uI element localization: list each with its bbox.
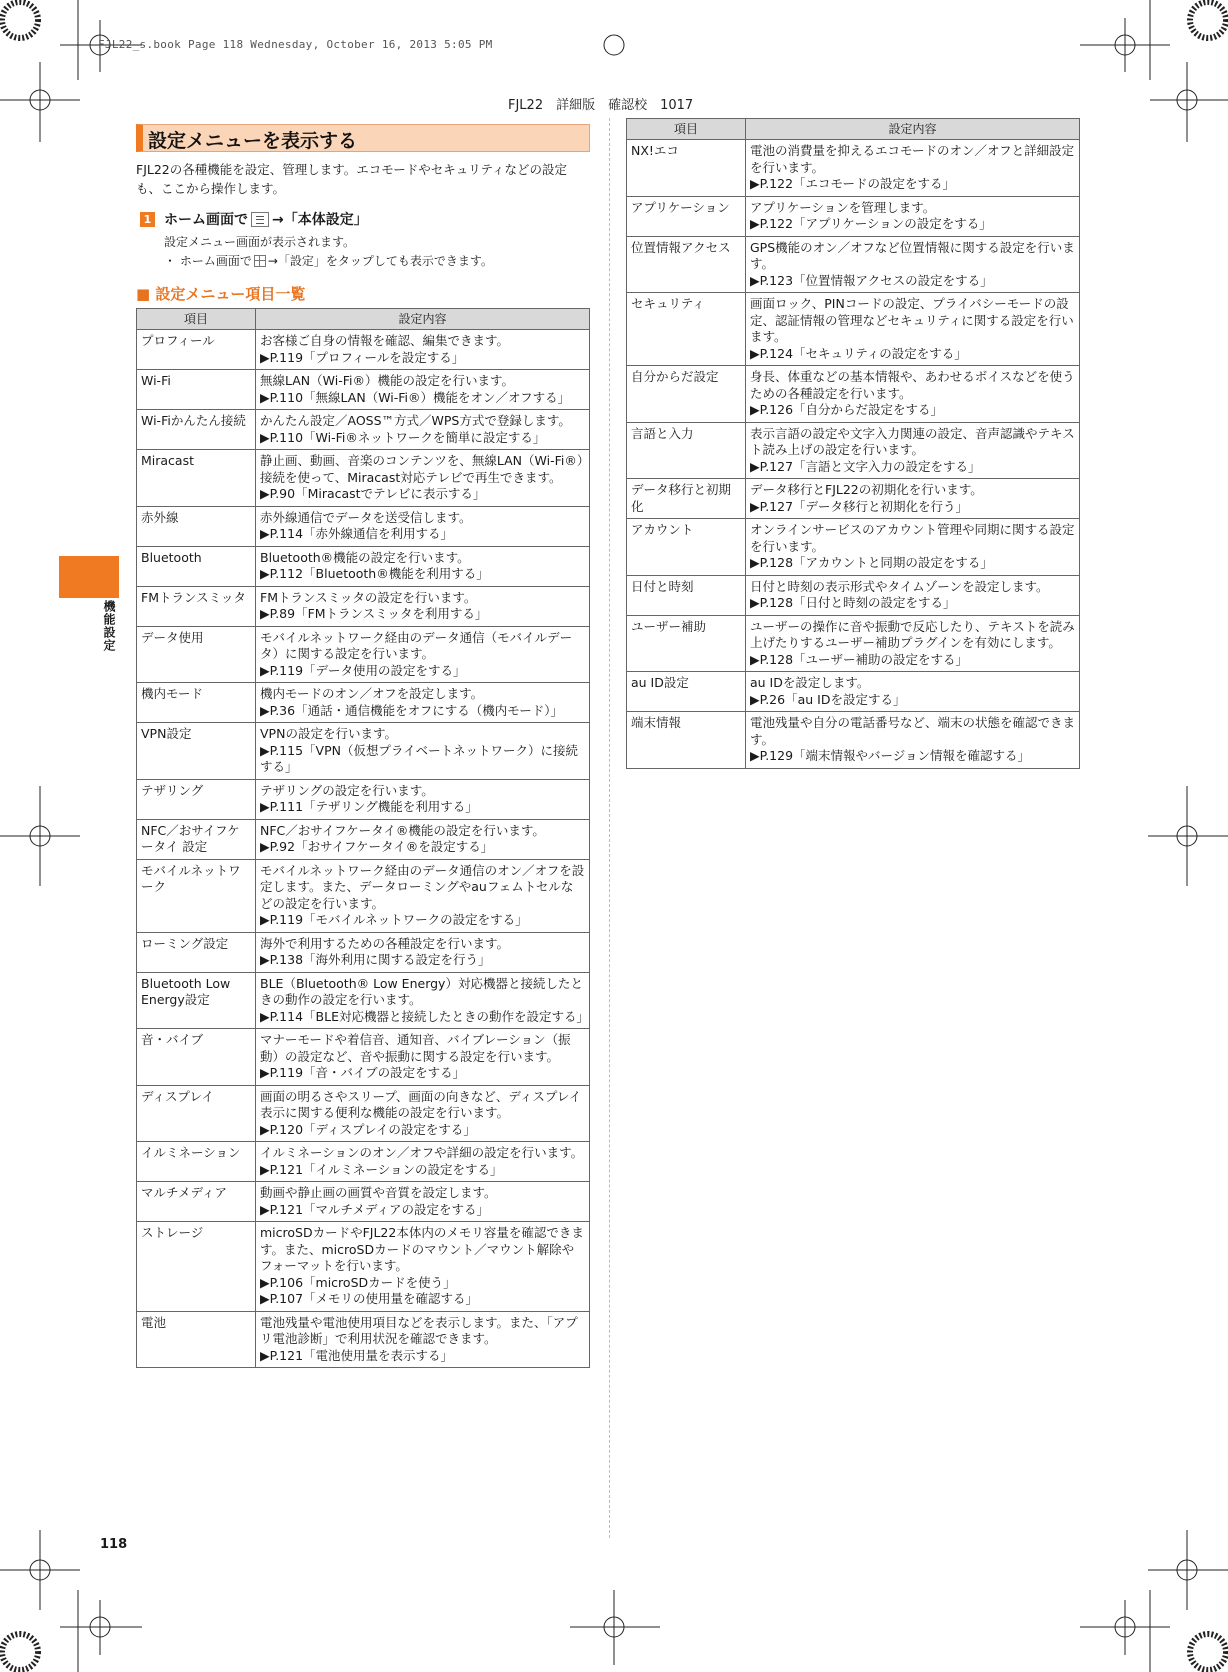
header-content: 設定内容 [746, 119, 1080, 140]
row-content [746, 366, 1080, 423]
row-item: データ使用 [137, 626, 256, 683]
row-page-reference: ▶P.126「自分からだ設定をする」 [750, 402, 944, 417]
row-item: 自分からだ設定 [627, 366, 746, 423]
row-item: 電池 [137, 1311, 256, 1368]
row-description: 日付と時刻の表示形式やタイムゾーンを設定します。 [750, 578, 1049, 594]
side-tab-marker [59, 556, 119, 598]
row-page-reference: ▶P.119「音・バイブの設定をする」 [260, 1065, 466, 1080]
row-item: NFC／おサイフケータイ 設定 [137, 819, 256, 859]
row-item: Bluetooth [137, 546, 256, 586]
row-content [256, 586, 590, 626]
row-item: VPN設定 [137, 723, 256, 780]
table-row [137, 723, 590, 780]
step-title-prefix: ホーム画面で [164, 212, 248, 228]
step-title-suffix: →「本体設定」 [272, 212, 368, 228]
row-page-reference: ▶P.122「アプリケーションの設定をする」 [750, 216, 992, 231]
row-description: 機内モードのオン／オフを設定します。 [260, 686, 484, 701]
row-page-reference: ▶P.111「テザリング機能を利用する」 [260, 799, 478, 814]
row-page-reference: ▶P.121「イルミネーションの設定をする」 [260, 1161, 503, 1177]
row-item: モバイルネットワーク [137, 859, 256, 932]
row-item: 言語と入力 [627, 422, 746, 479]
row-description: au IDを設定します。 [750, 675, 870, 690]
row-description: モバイルネットワーク経由のデータ通信（モバイルデータ）に関する設定を行います。 [260, 629, 573, 661]
column-divider [609, 118, 610, 1538]
row-page-reference: ▶P.122「エコモードの設定をする」 [750, 176, 956, 191]
row-content [256, 450, 590, 507]
intro-text: FJL22の各種機能を設定、管理します。エコモードやセキュリティなどの設定も、ここから操作します。 [136, 162, 567, 196]
page-number: 118 [100, 1537, 128, 1552]
row-page-reference: ▶P.90「Miracastでテレビに表示する」 [260, 486, 486, 501]
table-row [137, 410, 590, 450]
row-item: Wi-Fiかんたん接続 [137, 410, 256, 450]
header-item: 項目 [137, 309, 256, 330]
row-content [746, 140, 1080, 197]
row-page-reference: ▶P.106「microSDカードを使う」 [260, 1274, 456, 1290]
row-item: ディスプレイ [137, 1085, 256, 1142]
row-content [256, 683, 590, 723]
row-content [256, 1222, 590, 1312]
row-description: データ移行とFJL22の初期化を行います。 [750, 482, 983, 497]
side-tab-label: 機能設定 [102, 600, 116, 652]
table-row [627, 140, 1080, 197]
row-content [746, 196, 1080, 236]
table-row [137, 450, 590, 507]
table-row [137, 1085, 590, 1142]
row-page-reference: ▶P.114「赤外線通信を利用する」 [260, 526, 454, 541]
row-item: イルミネーション [137, 1142, 256, 1182]
table-row [627, 479, 1080, 519]
row-page-reference: ▶P.123「位置情報アクセスの設定をする」 [750, 272, 993, 288]
row-page-reference: ▶P.128「アカウントと同期の設定をする」 [750, 555, 993, 570]
table-row [137, 586, 590, 626]
table-row [137, 626, 590, 683]
row-description: 表示言語の設定や文字入力関連の設定、音声認識やテキスト読み上げの設定を行います。 [750, 425, 1075, 457]
row-content [256, 723, 590, 780]
row-content [256, 330, 590, 370]
subsection-title: ■ 設定メニュー項目一覧 [136, 285, 306, 303]
table-header-row [627, 119, 1080, 140]
row-item: 端末情報 [627, 712, 746, 769]
row-description: かんたん設定／AOSS™方式／WPS方式で登録します。 [260, 413, 571, 428]
table-row [627, 575, 1080, 615]
row-page-reference: ▶P.119「プロフィールを設定する」 [260, 349, 465, 365]
row-page-reference: ▶P.121「マルチメディアの設定をする」 [260, 1201, 490, 1217]
row-page-reference: ▶P.114「BLE対応機器と接続したときの動作を設定する」 [260, 1008, 589, 1024]
row-description: 赤外線通信でデータを送受信します。 [260, 509, 472, 525]
row-description: BLE（Bluetooth® Low Energy）対応機器と接続したときの動作の設定を行います。 [260, 975, 583, 1007]
row-description: 無線LAN（Wi-Fi®）機能の設定を行います。 [260, 373, 514, 388]
row-item: ストレージ [137, 1222, 256, 1312]
settings-table-left [136, 308, 590, 1368]
row-content [746, 712, 1080, 769]
row-page-reference: ▶P.120「ディスプレイの設定をする」 [260, 1121, 476, 1137]
row-item: セキュリティ [627, 293, 746, 366]
row-page-reference: ▶P.127「言語と文字入力の設定をする」 [750, 458, 981, 474]
row-page-reference: ▶P.26「au IDを設定する」 [750, 691, 906, 707]
table-row [137, 1311, 590, 1368]
row-description: イルミネーションのオン／オフや詳細の設定を行います。 [260, 1145, 584, 1160]
table-row [627, 293, 1080, 366]
row-description: ユーザーの操作に音や振動で反応したり、テキストを読み上げたりするユーザー補助プラグインを有効にします。 [750, 618, 1075, 650]
row-item: Wi-Fi [137, 370, 256, 410]
row-item: 音・バイブ [137, 1029, 256, 1086]
confirm-label: FJL22 詳細版 確認校 1017 [508, 98, 694, 113]
row-item: マルチメディア [137, 1182, 256, 1222]
row-page-reference: ▶P.36「通話・通信機能をオフにする（機内モード）」 [260, 702, 563, 718]
table-row [137, 506, 590, 546]
row-description: オンラインサービスのアカウント管理や同期に関する設定を行います。 [750, 522, 1075, 554]
row-content [256, 1085, 590, 1142]
table-header-row [137, 309, 590, 330]
table-row [137, 859, 590, 932]
settings-table-right [626, 118, 1080, 769]
row-page-reference: ▶P.129「端末情報やバージョン情報を確認する」 [750, 748, 1031, 763]
row-content [256, 410, 590, 450]
row-page-reference: ▶P.138「海外利用に関する設定を行う」 [260, 952, 491, 967]
row-page-reference: ▶P.127「データ移行と初期化を行う」 [750, 498, 969, 514]
table-row [137, 1222, 590, 1312]
row-page-reference: ▶P.92「おサイフケータイ®を設定する」 [260, 839, 494, 854]
row-description: 電池残量や電池使用項目などを表示します。また、「アプリ電池診断」で利用状況を確認できます。 [260, 1314, 578, 1346]
row-description: NFC／おサイフケータイ®機能の設定を行います。 [260, 822, 545, 838]
row-page-reference: ▶P.121「電池使用量を表示する」 [260, 1347, 454, 1363]
row-content [746, 479, 1080, 519]
row-page-reference: ▶P.112「Bluetooth®機能を利用する」 [260, 566, 489, 581]
table-row [627, 422, 1080, 479]
row-item: Bluetooth Low Energy設定 [137, 972, 256, 1029]
step-description: 設定メニュー画面が表示されます。 [164, 235, 356, 249]
row-item: プロフィール [137, 330, 256, 370]
table-row [137, 972, 590, 1029]
row-description: GPS機能のオン／オフなど位置情報に関する設定を行います。 [750, 239, 1075, 271]
row-content [256, 506, 590, 546]
row-page-reference: ▶P.110「Wi-Fi®ネットワークを簡単に設定する」 [260, 429, 546, 445]
row-item: 日付と時刻 [627, 575, 746, 615]
row-description: 画面の明るさやスリープ、画面の向きなど、ディスプレイ表示に関する便利な機能の設定を行います。 [260, 1088, 582, 1120]
step-note-prefix: ・ ホーム画面で [164, 254, 252, 268]
row-item: au ID設定 [627, 672, 746, 712]
row-content [746, 422, 1080, 479]
row-content [256, 1029, 590, 1086]
row-page-reference: ▶P.115「VPN（仮想プライベートネットワーク）に接続する」 [260, 742, 578, 774]
row-description: 電池の消費量を抑えるエコモードのオン／オフと詳細設定を行います。 [750, 143, 1075, 175]
menu-key-icon [251, 212, 269, 227]
row-description: 画面ロック、PINコードの設定、プライバシーモードの設定、認証情報の管理などセキュリティに関する設定を行います。 [750, 296, 1074, 344]
row-content [256, 779, 590, 819]
row-content [256, 1311, 590, 1368]
row-description: 身長、体重などの基本情報や、あわせるボイスなどを使うための各種設定を行います。 [750, 369, 1075, 401]
row-description: Bluetooth®機能の設定を行います。 [260, 549, 470, 565]
row-content [256, 546, 590, 586]
row-description: アプリケーションを管理します。 [750, 199, 936, 215]
row-description: マナーモードや着信音、通知音、バイブレーション（振動）の設定など、音や振動に関する設定を行います。 [260, 1032, 571, 1064]
table-row [137, 546, 590, 586]
header-item: 項目 [627, 119, 746, 140]
row-description: VPNの設定を行います。 [260, 726, 397, 741]
row-description: 海外で利用するための各種設定を行います。 [260, 935, 510, 951]
step-number: 1 [140, 212, 155, 227]
table-row [627, 519, 1080, 576]
row-item: ローミング設定 [137, 932, 256, 972]
row-page-reference: ▶P.119「データ使用の設定をする」 [260, 662, 466, 678]
row-content [256, 370, 590, 410]
row-item: Miracast [137, 450, 256, 507]
row-page-reference: ▶P.124「セキュリティの設定をする」 [750, 345, 967, 361]
row-content [256, 1142, 590, 1182]
table-row [627, 236, 1080, 293]
row-content [746, 672, 1080, 712]
table-row [137, 330, 590, 370]
section-title: 設定メニューを表示する [148, 130, 358, 152]
row-item: データ移行と初期化 [627, 479, 746, 519]
step-note-suffix: →「設定」をタップしても表示できます。 [267, 254, 493, 268]
row-item: アカウント [627, 519, 746, 576]
row-item: 赤外線 [137, 506, 256, 546]
table-row [627, 712, 1080, 769]
table-row [137, 1142, 590, 1182]
header-content: 設定内容 [256, 309, 590, 330]
row-description: 静止画、動画、音楽のコンテンツを、無線LAN（Wi-Fi®）接続を使って、Miracast対応テレビで再生できます。 [260, 453, 584, 485]
row-item: 機内モード [137, 683, 256, 723]
row-content [746, 615, 1080, 672]
row-description: FMトランスミッタの設定を行います。 [260, 589, 477, 605]
row-content [256, 626, 590, 683]
row-content [746, 236, 1080, 293]
step-title [164, 209, 368, 229]
table-row [137, 1029, 590, 1086]
row-content [746, 575, 1080, 615]
table-row [137, 683, 590, 723]
row-description: 動画や静止画の画質や音質を設定します。 [260, 1185, 497, 1200]
table-row [137, 932, 590, 972]
row-description: お客様ご自身の情報を確認、編集できます。 [260, 333, 510, 348]
table-row [137, 779, 590, 819]
row-item: NX!エコ [627, 140, 746, 197]
row-content [746, 519, 1080, 576]
table-row [627, 672, 1080, 712]
row-description: 電池残量や自分の電話番号など、端末の状態を確認できます。 [750, 715, 1076, 747]
row-description: テザリングの設定を行います。 [260, 782, 434, 798]
row-page-reference: ▶P.110「無線LAN（Wi-Fi®）機能をオン／オフする」 [260, 389, 571, 405]
row-content [256, 1182, 590, 1222]
row-item: ユーザー補助 [627, 615, 746, 672]
row-item: FMトランスミッタ [137, 586, 256, 626]
table-row [627, 196, 1080, 236]
row-content [256, 932, 590, 972]
row-content [256, 819, 590, 859]
table-row [627, 615, 1080, 672]
row-page-reference: ▶P.128「日付と時刻の設定をする」 [750, 595, 956, 610]
row-page-reference: ▶P.107「メモリの使用量を確認する」 [260, 1291, 479, 1306]
table-row [137, 819, 590, 859]
table-row [137, 1182, 590, 1222]
row-description: microSDカードやFJL22本体内のメモリ容量を確認できます。また、microSDカードのマウント／マウント解除やフォーマットを行います。 [260, 1225, 584, 1273]
table-row [627, 366, 1080, 423]
row-content [746, 293, 1080, 366]
row-content [256, 859, 590, 932]
row-page-reference: ▶P.119「モバイルネットワークの設定をする」 [260, 912, 528, 927]
row-content [256, 972, 590, 1029]
apps-icon [254, 255, 266, 267]
row-item: アプリケーション [627, 196, 746, 236]
step-note [164, 252, 493, 269]
table-row [137, 370, 590, 410]
row-page-reference: ▶P.89「FMトランスミッタを利用する」 [260, 606, 488, 621]
print-header: FJL22_s.book Page 118 Wednesday, October 16, 2013 5:05 PM [98, 38, 493, 51]
row-description: モバイルネットワーク経由のデータ通信のオン／オフを設定します。また、データローミングやauフェムトセルなどの設定を行います。 [260, 862, 585, 911]
row-page-reference: ▶P.128「ユーザー補助の設定をする」 [750, 651, 969, 667]
row-item: 位置情報アクセス [627, 236, 746, 293]
row-item: テザリング [137, 779, 256, 819]
